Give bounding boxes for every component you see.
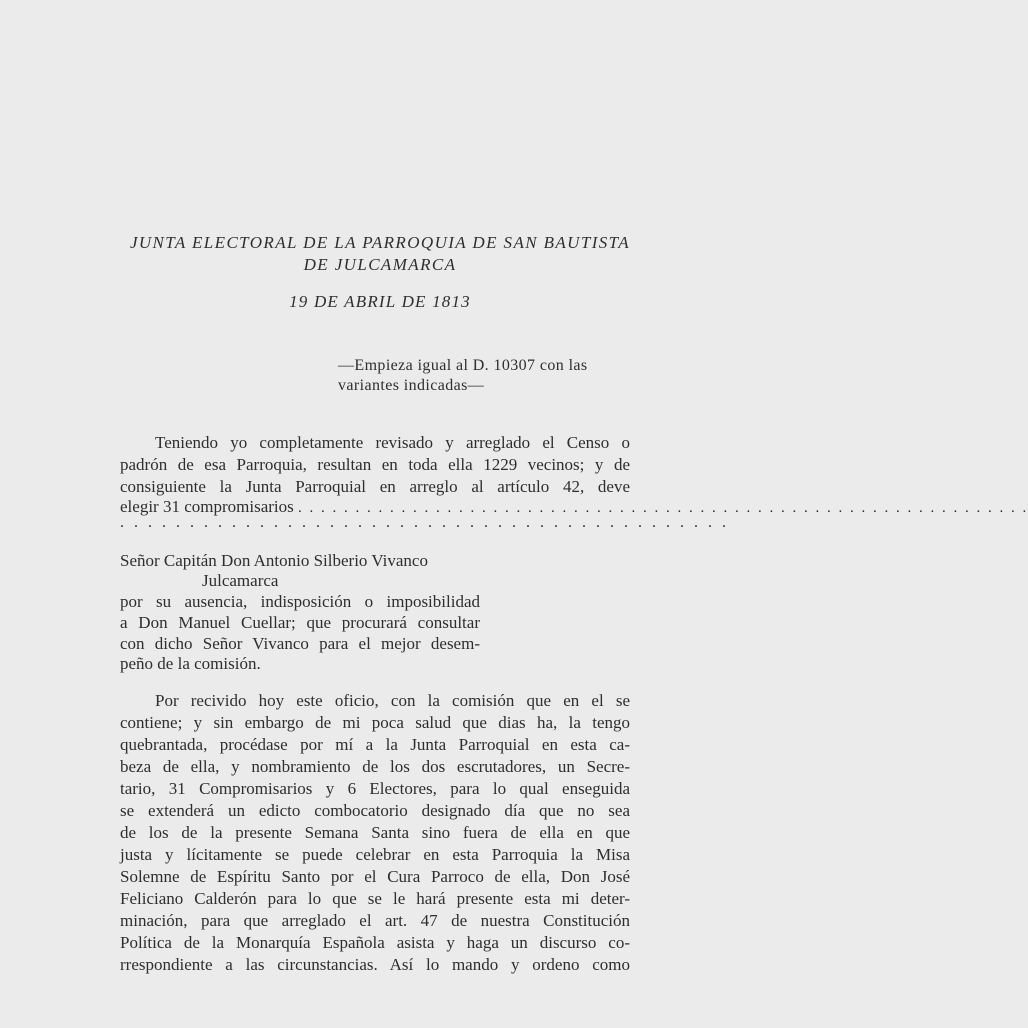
paragraph-line: de los de la presente Semana Santa sino fuera de ella en que (120, 823, 630, 842)
document-title-continuation: DE JULCAMARCA (303, 255, 457, 274)
document-date: 19 DE ABRIL DE 1813 (289, 292, 471, 311)
paragraph-line: elegir 31 compromisarios (120, 497, 294, 516)
document-title: JUNTA ELECTORAL DE LA PARROQUIA DE SAN BAUTISTA (129, 233, 631, 252)
paragraph-line: por su ausencia, indisposición o imposibilidad (120, 592, 480, 611)
paragraph-line: Solemne de Espíritu Santo por el Cura Parroco de ella, Don José (120, 867, 630, 886)
editorial-note-line: variantes indicadas— (338, 377, 485, 394)
paragraph-line: padrón de esa Parroquia, resultan en toda ella 1229 vecinos; y de (120, 455, 630, 474)
paragraph-line: Julcamarca (202, 571, 279, 590)
leader-dots-line: . . . . . . . . . . . . . . . . . . . . . . . . . . . . . . . . . . . . . . . . . . . . (120, 514, 729, 531)
paragraph-line: quebrantada, procédase por mí a la Junta Parroquial en esta ca- (120, 735, 630, 754)
paragraph-line: Feliciano Calderón para lo que se le hará presente esta mi deter- (120, 889, 630, 908)
paragraph-line: minación, para que arreglado el art. 47 de nuestra Constitución (120, 911, 630, 930)
paragraph-line: se extenderá un edicto combocatorio designado día que no sea (120, 801, 630, 820)
paragraph-line: beza de ella, y nombramiento de los dos escrutadores, un Secre- (120, 757, 630, 776)
paragraph-line: Política de la Monarquía Española asista y haga un discurso co- (120, 933, 630, 952)
paragraph-line: rrespondiente a las circunstancias. Así lo mando y ordeno como (120, 955, 630, 974)
paragraph-line: Por recivido hoy este oficio, con la comisión que en el se (155, 691, 630, 710)
paragraph-line: tario, 31 Compromisarios y 6 Electores, para lo qual enseguida (120, 779, 630, 798)
paragraph-line: peño de la comisión. (120, 654, 261, 673)
leader-dots: . . . . . . . . . . . . . . . . . . . . . . . . . . . . . . . . . . . . . . . . . . . . . . . . . . . . . . . . . . . . . . . . (298, 500, 1028, 516)
paragraph-line: a Don Manuel Cuellar; que procurará consultar (120, 613, 480, 632)
paragraph-line: contiene; y sin embargo de mi poca salud que dias ha, la tengo (120, 713, 630, 732)
paragraph-line: con dicho Señor Vivanco para el mejor desem- (120, 634, 480, 653)
editorial-note-line: —Empieza igual al D. 10307 con las (338, 357, 588, 374)
paragraph-line: Señor Capitán Don Antonio Silberio Vivanco (120, 551, 428, 570)
paragraph-line: Teniendo yo completamente revisado y arreglado el Censo o (155, 433, 630, 452)
paragraph-line: justa y lícitamente se puede celebrar en esta Parroquia la Misa (120, 845, 630, 864)
paragraph-line: consiguiente la Junta Parroquial en arreglo al artículo 42, deve (120, 477, 630, 496)
